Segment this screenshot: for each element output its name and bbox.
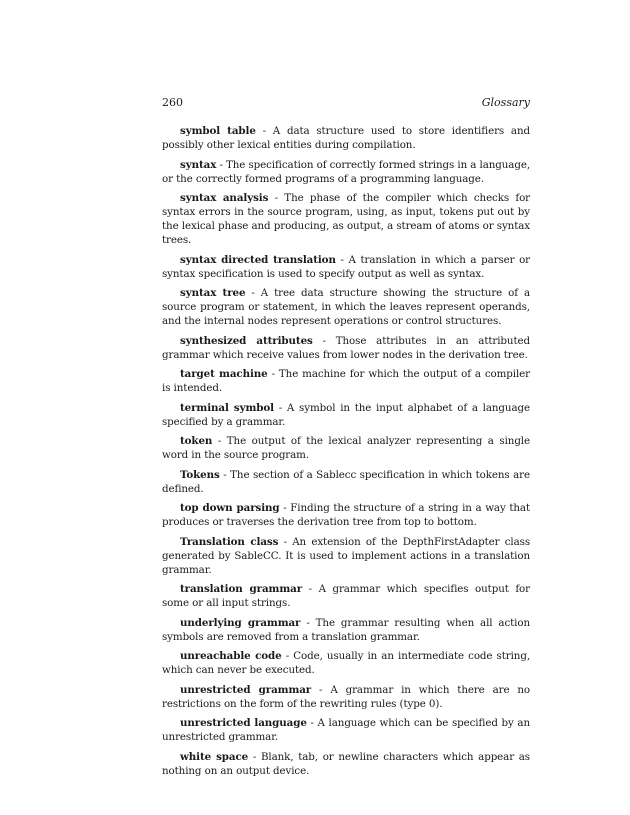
glossary-definition: - A tree data structure showing the structure of a source program or statement, in which the leaves represent operands, and the internal nodes represent operations or control structures. [162, 287, 530, 327]
glossary-definition: - The grammar resulting when all action symbols are removed from a translation grammar. [162, 616, 530, 643]
glossary-definition: - Code, usually in an intermediate code string, which can never be executed. [162, 650, 530, 676]
running-title: Glossary [481, 96, 530, 109]
glossary-entry [162, 191, 530, 247]
glossary-term: Tokens [180, 468, 220, 481]
page [162, 96, 530, 783]
glossary-definition: - The output of the lexical analyzer representing a single word in the source program. [162, 435, 530, 461]
glossary-entry [162, 401, 530, 429]
glossary-term: syntax tree [180, 287, 246, 299]
page-number: 260 [162, 96, 183, 109]
glossary-term: token [180, 435, 213, 447]
glossary-definition: - A grammar which specifies output for some or all input strings. [162, 583, 530, 609]
glossary-term: syntax analysis [180, 192, 269, 204]
glossary-entry [162, 367, 530, 395]
glossary-entry [162, 468, 530, 496]
glossary-entry [162, 286, 530, 328]
glossary-definition: - Those attributes in an attributed grammar which receive values from lower nodes in the derivation tree. [162, 334, 530, 361]
glossary-entry [162, 434, 530, 462]
glossary-term: translation grammar [180, 583, 303, 595]
glossary-definition: - Finding the structure of a string in a way that produces or traverses the derivation tree from top to bottom. [162, 502, 530, 528]
glossary-entry [162, 501, 530, 529]
glossary-term: terminal symbol [180, 401, 274, 414]
glossary-definition: - The specification of correctly formed strings in a language, or the correctly formed programs of a programming language. [162, 158, 530, 185]
glossary-term: synthesized attributes [180, 334, 313, 347]
glossary-term: underlying grammar [180, 616, 301, 629]
glossary-entry [162, 124, 530, 152]
glossary-entry [162, 683, 530, 711]
glossary-term: unrestricted grammar [180, 683, 312, 696]
glossary-definition: - An extension of the DepthFirstAdapter class generated by SableCC. It is used to implement actions in a translation grammar. [162, 535, 531, 576]
page-header [162, 96, 530, 109]
glossary-entry [162, 582, 530, 610]
glossary-entry [162, 334, 530, 362]
glossary-definition: - A symbol in the input alphabet of a language specified by a grammar. [162, 401, 530, 428]
glossary-entry [162, 535, 530, 577]
glossary-term: white space [180, 750, 249, 763]
glossary-term: syntax directed translation [180, 253, 336, 266]
glossary-definition: - The machine for which the output of a compiler is intended. [162, 368, 530, 394]
glossary-definition: - A translation in which a parser or syntax specification is used to specify output as well as syntax. [162, 253, 531, 280]
glossary-definition: - A data structure used to store identifiers and possibly other lexical entities during compilation. [162, 125, 530, 151]
glossary-term: unrestricted language [180, 717, 307, 729]
glossary-entry [162, 649, 530, 677]
glossary-list [162, 124, 530, 778]
glossary-entry [162, 716, 530, 744]
glossary-entry [162, 750, 530, 778]
glossary-term: symbol table [180, 125, 256, 137]
glossary-term: target machine [180, 368, 268, 380]
glossary-definition: - A language which can be specified by an unrestricted grammar. [162, 717, 530, 743]
glossary-definition: - A grammar in which there are no restrictions on the form of the rewriting rules (type 0). [162, 683, 530, 710]
glossary-term: syntax [180, 158, 217, 171]
glossary-entry [162, 616, 530, 644]
glossary-term: top down parsing [180, 502, 280, 514]
glossary-entry [162, 158, 530, 186]
glossary-entry [162, 253, 530, 281]
glossary-term: Translation class [180, 535, 279, 548]
glossary-definition: - Blank, tab, or newline characters which appear as nothing on an output device. [162, 750, 530, 777]
glossary-definition: - The section of a Sablecc specification in which tokens are defined. [162, 468, 530, 495]
glossary-term: unreachable code [180, 650, 282, 662]
glossary-definition: - The phase of the compiler which checks for syntax errors in the source program, using, as input, tokens put out by the lexical phase and producing, as output, a stream of atoms or syntax trees. [162, 192, 530, 246]
